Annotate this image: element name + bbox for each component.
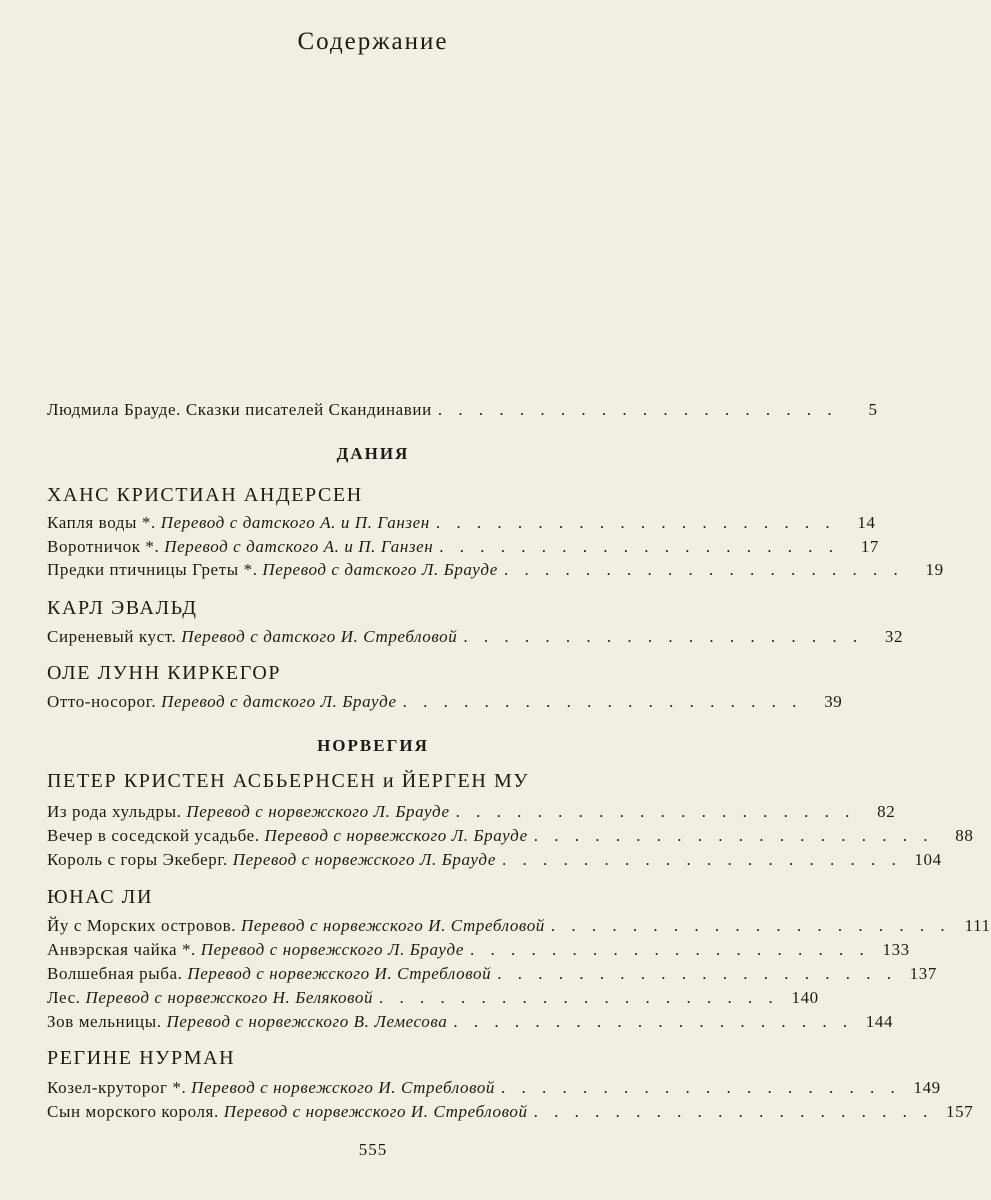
entry-translation: Перевод с норвежского Л. Брауде	[232, 850, 496, 869]
author-heading: РЕГИНЕ НУРМАН	[47, 1047, 236, 1069]
toc-entry	[47, 627, 904, 647]
entry-title: Людмила Брауде. Сказки писателей Скандинавии	[47, 400, 432, 419]
entry-translation: Перевод с норвежского И. Стребловой	[187, 964, 492, 983]
dot-leader: . . . . . . . . . . . . . . . . . . . .	[463, 627, 864, 646]
entry-page: 5	[868, 400, 878, 419]
entry-title: Лес.	[47, 988, 81, 1007]
dot-leader: . . . . . . . . . . . . . . . . . . . .	[470, 940, 870, 959]
page-title: Содержание	[297, 28, 449, 55]
dot-leader: . . . . . . . . . . . . . . . . . . . .	[550, 916, 951, 935]
author-heading: ПЕТЕР КРИСТЕН АСБЬЕРНСЕН и ЙЕРГЕН МУ	[47, 770, 530, 792]
dot-leader: . . . . . . . . . . . . . . . . . . . .	[402, 692, 803, 711]
entry-translation: Перевод с норвежского Н. Беляковой	[85, 988, 374, 1007]
entry-title: Отто-носорог.	[47, 692, 157, 711]
dot-leader: . . . . . . . . . . . . . . . . . . . .	[453, 1012, 854, 1031]
toc-entry	[47, 537, 880, 557]
toc-entry	[47, 513, 876, 533]
entry-title: Предки птичницы Греты *.	[47, 560, 258, 579]
entry-title: Волшебная рыба.	[47, 964, 183, 983]
entry-title: Сын морского короля.	[47, 1102, 219, 1121]
toc-entry	[47, 1078, 941, 1098]
toc-entry	[47, 1012, 894, 1032]
entry-translation: Перевод с норвежского И. Стребловой	[223, 1102, 528, 1121]
dot-leader: . . . . . . . . . . . . . . . . . . . .	[379, 988, 779, 1007]
dot-leader: . . . . . . . . . . . . . . . . . . . .	[437, 400, 838, 419]
section-heading-norway: НОРВЕГИЯ	[317, 736, 429, 755]
toc-entry	[47, 1102, 974, 1122]
author-heading: ЮНАС ЛИ	[47, 886, 153, 908]
dot-leader: . . . . . . . . . . . . . . . . . . . .	[501, 850, 902, 869]
toc-entry-intro	[47, 400, 878, 420]
author-heading: ХАНС КРИСТИАН АНДЕРСЕН	[47, 484, 363, 506]
entry-page: 157	[946, 1102, 974, 1121]
dot-leader: . . . . . . . . . . . . . . . . . . . .	[533, 1102, 934, 1121]
toc-entry	[47, 940, 910, 960]
toc-entry	[47, 560, 944, 580]
dot-leader: . . . . . . . . . . . . . . . . . . . .	[455, 802, 856, 821]
entry-title: Козел-круторог *.	[47, 1078, 187, 1097]
toc-entry	[47, 692, 843, 712]
entry-page: 149	[913, 1078, 941, 1097]
entry-translation: Перевод с норвежского И. Стребловой	[241, 916, 545, 935]
toc-entry	[47, 850, 942, 870]
entry-title: Вечер в соседской усадьбе.	[47, 826, 260, 845]
entry-page: 19	[925, 560, 944, 579]
entry-page: 140	[791, 988, 819, 1007]
entry-translation: Перевод с датского А. и П. Ганзен	[160, 513, 430, 532]
toc-entry	[47, 802, 896, 822]
toc-entry	[47, 916, 991, 936]
entry-page: 88	[955, 826, 974, 845]
entry-page: 17	[860, 537, 880, 556]
dot-leader: . . . . . . . . . . . . . . . . . . . .	[435, 513, 836, 532]
toc-entry	[47, 826, 974, 846]
entry-translation: Перевод с датского А. и П. Ганзен	[164, 537, 434, 556]
entry-page: 133	[882, 940, 910, 959]
entry-title: Воротничок *.	[47, 537, 160, 556]
dot-leader: . . . . . . . . . . . . . . . . . . . .	[503, 560, 904, 579]
toc-entry	[47, 988, 819, 1008]
entry-translation: Перевод с датского И. Стребловой	[181, 627, 458, 646]
entry-title: Капля воды *.	[47, 513, 156, 532]
entry-translation: Перевод с норвежского И. Стребловой	[191, 1078, 496, 1097]
toc-entry	[47, 964, 937, 984]
entry-translation: Перевод с норвежского Л. Брауде	[186, 802, 450, 821]
dot-leader: . . . . . . . . . . . . . . . . . . . .	[533, 826, 934, 845]
entry-page: 144	[865, 1012, 894, 1031]
entry-page: 137	[909, 964, 937, 983]
entry-page: 32	[884, 627, 904, 646]
entry-title: Сиреневый куст.	[47, 627, 177, 646]
entry-title: Анвэрская чайка *.	[47, 940, 196, 959]
entry-page: 111	[964, 916, 991, 935]
entry-title: Из рода хульдры.	[47, 802, 182, 821]
author-heading: КАРЛ ЭВАЛЬД	[47, 597, 198, 619]
dot-leader: . . . . . . . . . . . . . . . . . . . .	[497, 964, 897, 983]
entry-translation: Перевод с норвежского В. Лемесова	[166, 1012, 448, 1031]
entry-page: 14	[857, 513, 876, 532]
section-heading-denmark: ДАНИЯ	[336, 444, 410, 463]
entry-translation: Перевод с норвежского Л. Брауде	[200, 940, 465, 959]
entry-translation: Перевод с датского Л. Брауде	[262, 560, 498, 579]
entry-page: 82	[877, 802, 896, 821]
entry-translation: Перевод с датского Л. Брауде	[161, 692, 397, 711]
entry-title: Зов мельницы.	[47, 1012, 162, 1031]
entry-page: 104	[914, 850, 942, 869]
entry-page: 39	[824, 692, 843, 711]
page-number: 555	[358, 1140, 388, 1159]
dot-leader: . . . . . . . . . . . . . . . . . . . .	[501, 1078, 901, 1097]
author-heading: ОЛЕ ЛУНН КИРКЕГОР	[47, 662, 282, 684]
entry-translation: Перевод с норвежского Л. Брауде	[264, 826, 528, 845]
dot-leader: . . . . . . . . . . . . . . . . . . . .	[439, 537, 840, 556]
entry-title: Король с горы Экеберг.	[47, 850, 228, 869]
entry-title: Йу с Морских островов.	[47, 916, 237, 935]
